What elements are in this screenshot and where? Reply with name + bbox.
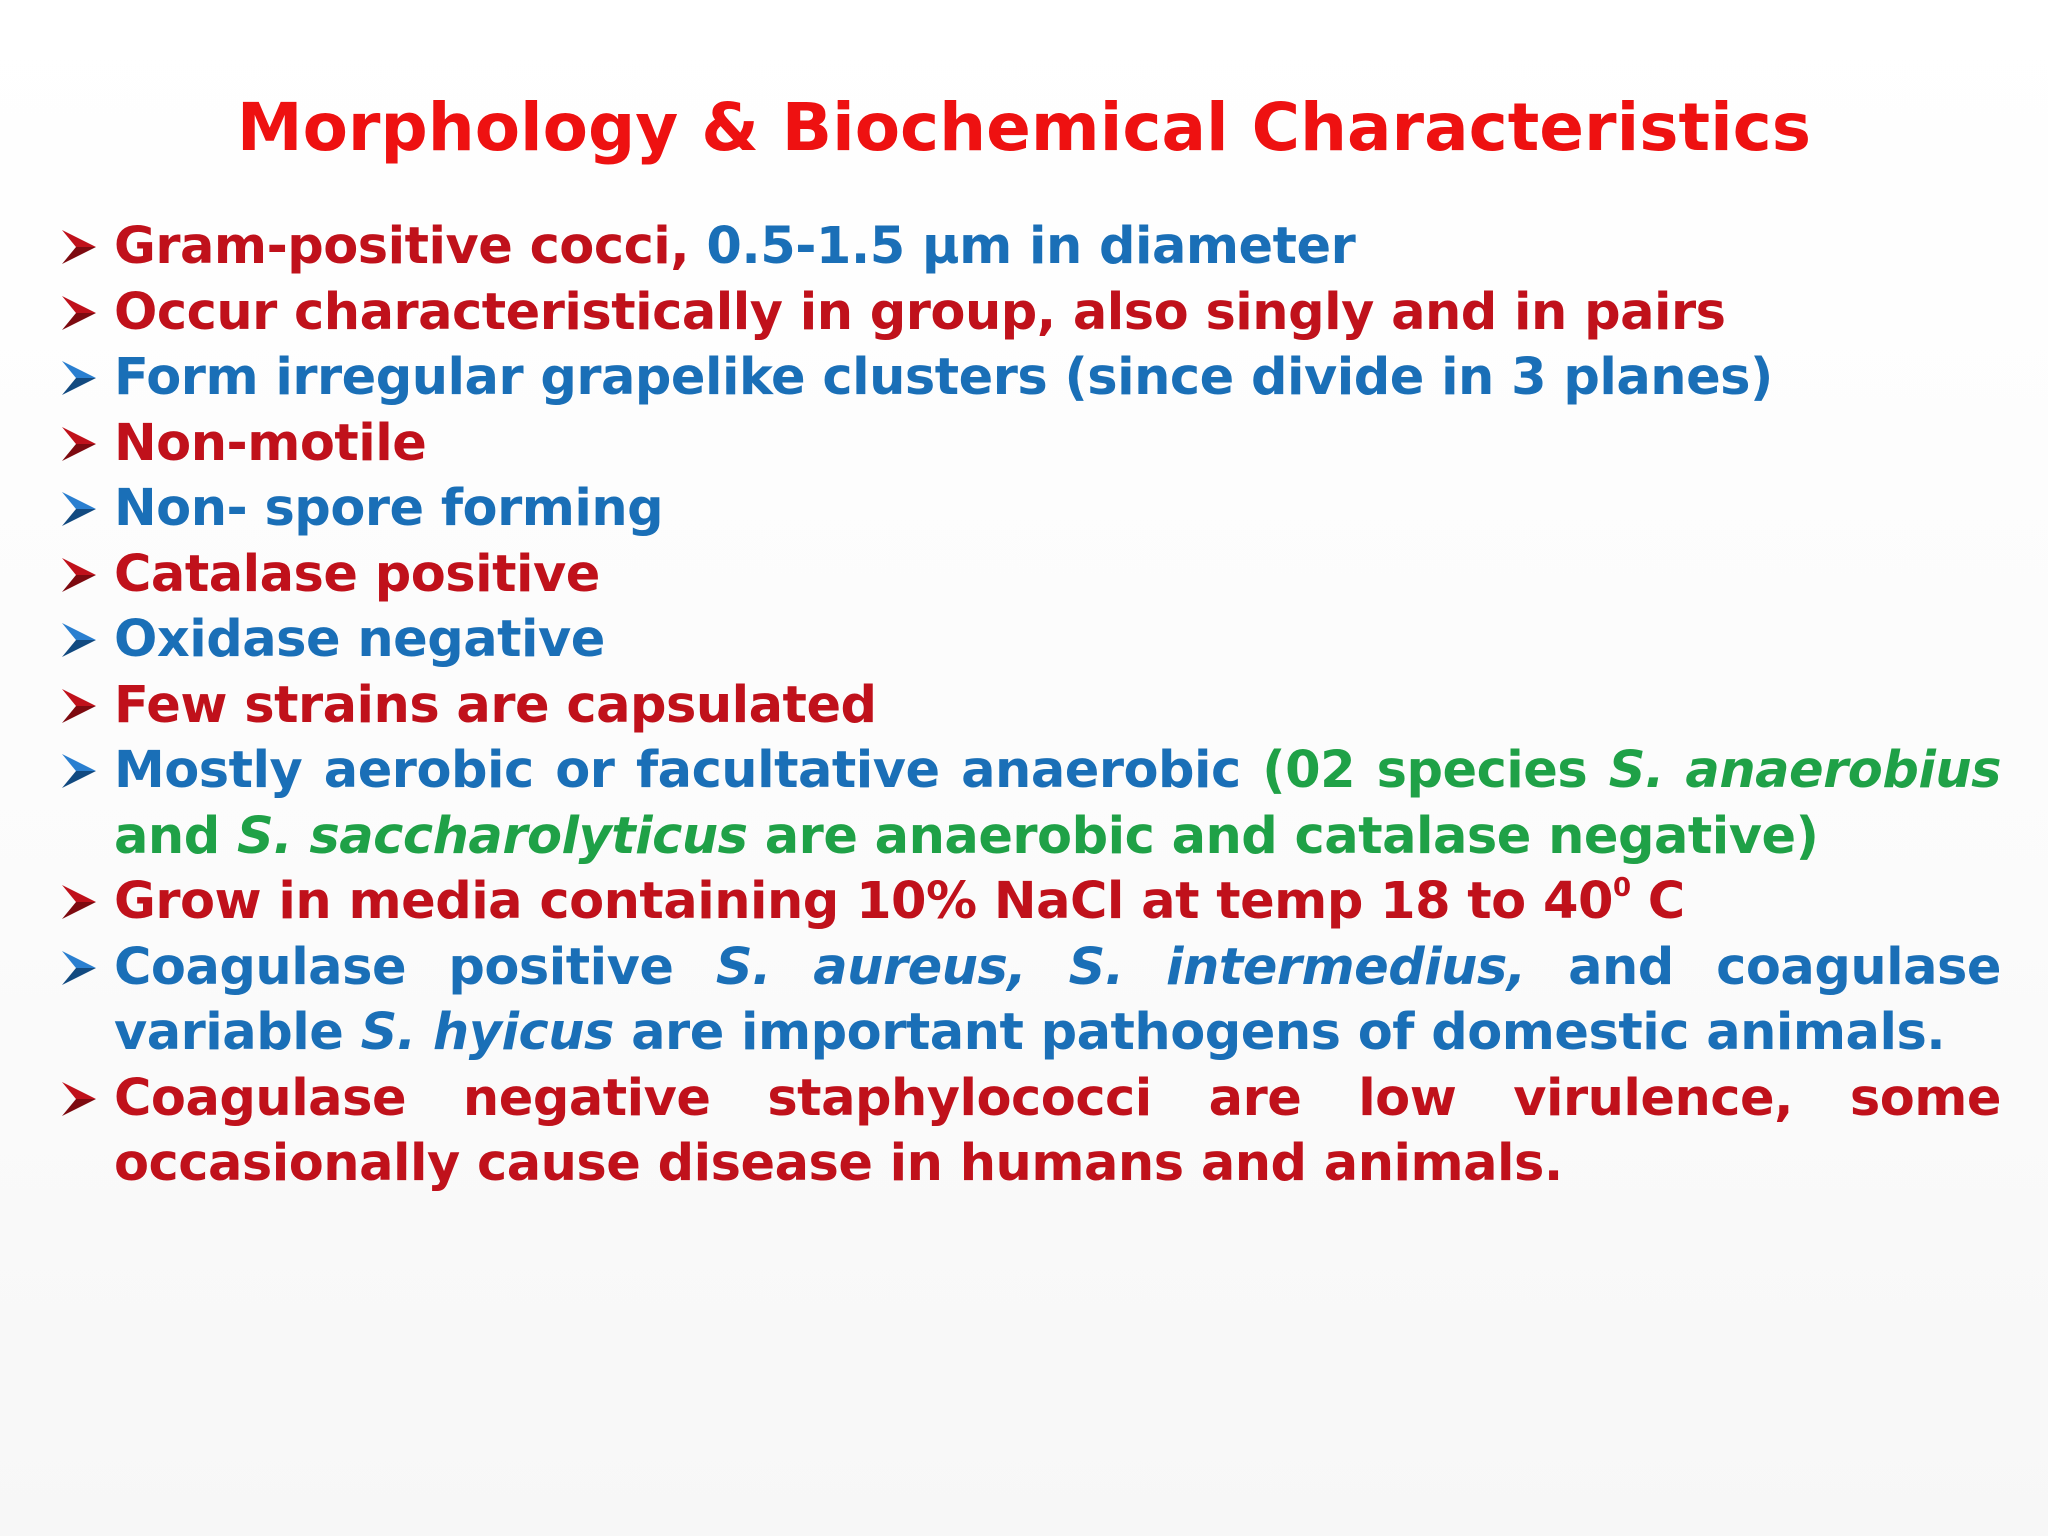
bullet-text: Mostly aerobic or facultative anaerobic	[114, 741, 1241, 800]
bullet-text: Oxidase negative	[114, 610, 605, 669]
bullet-text: Coagulase positive	[114, 937, 674, 997]
bullet-item-occurrence	[56, 280, 2001, 346]
species-name: S. aureus, S. intermedius,	[715, 937, 1526, 997]
bullet-item-growth-media	[56, 869, 2001, 935]
arrow-bullet-icon	[58, 292, 100, 334]
species-name: S. saccharolyticus	[237, 806, 748, 866]
species-name: S. anaerobius	[1608, 741, 2001, 800]
bullet-text: Gram-positive cocci,	[114, 217, 690, 276]
arrow-bullet-icon	[58, 685, 100, 727]
arrow-bullet-icon	[58, 554, 100, 596]
arrow-bullet-icon	[58, 750, 100, 792]
bullet-text-note: and	[114, 806, 220, 866]
bullet-text-unit: C	[1630, 872, 1685, 931]
bullet-item-coagulase-positive	[56, 935, 2001, 1066]
bullet-text: Catalase positive	[114, 544, 600, 604]
species-name: S. hyicus	[360, 1003, 614, 1062]
bullet-text: Non- spore forming	[114, 479, 664, 538]
bullet-item-catalase	[56, 542, 2001, 608]
bullet-item-clusters	[56, 345, 2001, 411]
bullet-text-note: (02 species	[1262, 741, 1588, 800]
bullet-item-non-motile	[56, 411, 2001, 477]
arrow-bullet-icon	[58, 488, 100, 530]
bullet-text-note: are anaerobic and catalase negative)	[764, 806, 1819, 866]
bullet-text: Few strains are capsulated	[114, 675, 877, 735]
bullet-text-diameter: 0.5-1.5 µm in diameter	[706, 217, 1356, 276]
bullet-text: are important pathogens of domestic animals.	[631, 1003, 1946, 1062]
bullet-item-coagulase-negative	[56, 1066, 2001, 1197]
arrow-bullet-icon	[58, 357, 100, 399]
bullet-item-capsulated	[56, 673, 2001, 739]
arrow-bullet-icon	[58, 1078, 100, 1120]
bullet-item-non-spore-forming	[56, 476, 2001, 542]
slide-title: Morphology & Biochemical Characteristics	[236, 89, 1812, 166]
bullet-text: and coagulase variable	[114, 937, 2001, 1062]
arrow-bullet-icon	[58, 619, 100, 661]
arrow-bullet-icon	[58, 423, 100, 465]
bullet-text: Coagulase negative staphylococci are low virulence, some occasionally cause disease in humans and animals.	[114, 1068, 2001, 1193]
bullet-item-oxidase	[56, 607, 2001, 673]
bullet-list	[56, 214, 2001, 1197]
arrow-bullet-icon	[58, 947, 100, 989]
arrow-bullet-icon	[58, 226, 100, 268]
bullet-text: Form irregular grapelike clusters (since divide in 3 planes)	[114, 348, 1773, 407]
arrow-bullet-icon	[58, 881, 100, 923]
bullet-text: Occur characteristically in group, also singly and in pairs	[114, 282, 1726, 342]
bullet-text: Non-motile	[114, 413, 427, 473]
bullet-item-aerobic	[56, 738, 2001, 869]
bullet-item-gram-positive	[56, 214, 2001, 280]
bullet-text: Grow in media containing 10% NaCl at temp 18 to 40	[114, 872, 1613, 931]
degree-superscript: 0	[1612, 873, 1631, 903]
